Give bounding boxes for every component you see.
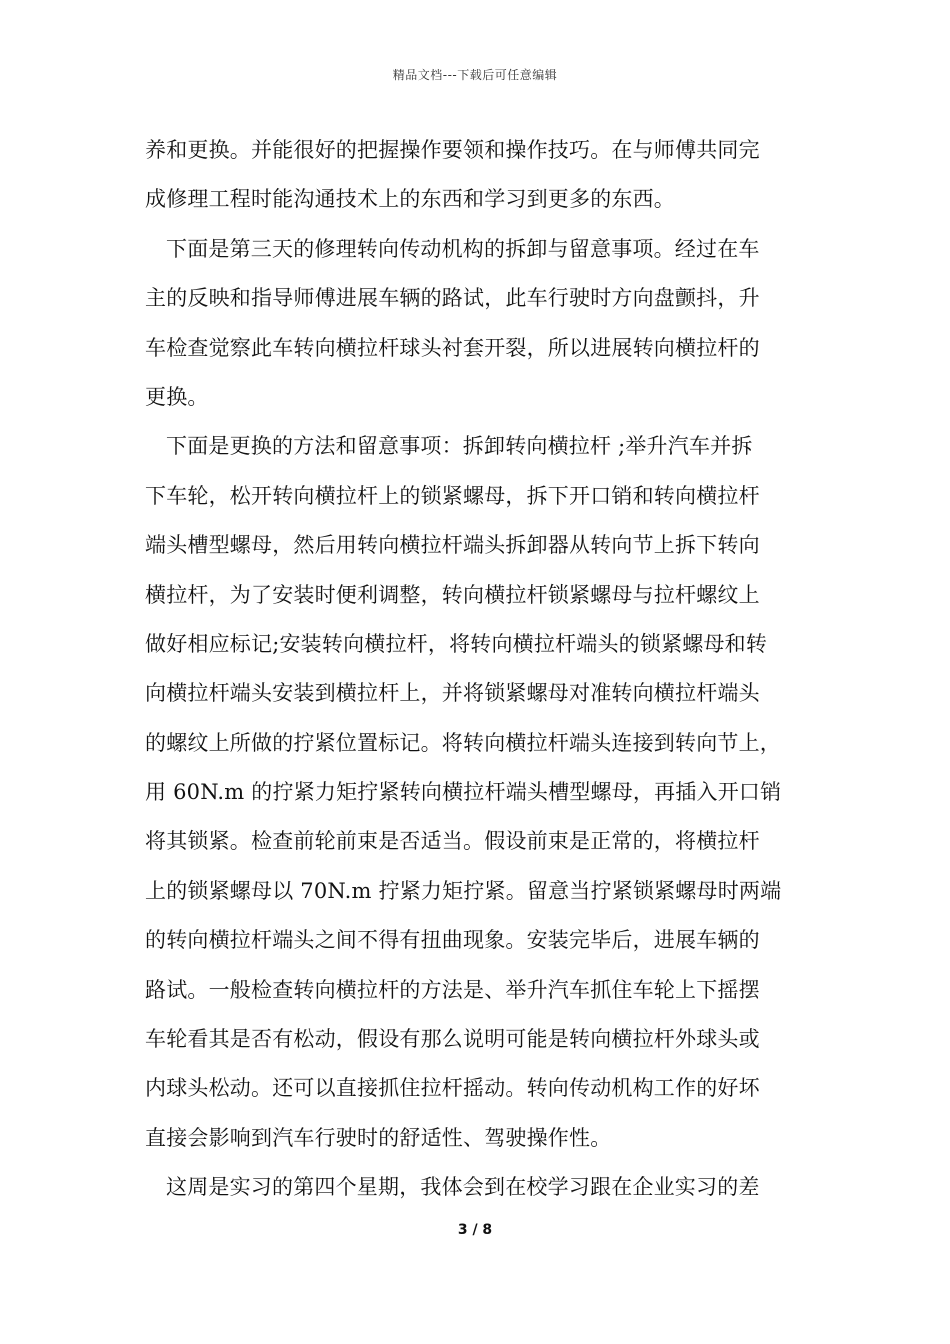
text-line: 上的锁紧螺母以 70N.m 拧紧力矩拧紧。留意当拧紧锁紧螺母时两端: [145, 878, 782, 903]
text-line: 用 60N.m 的拧紧力矩拧紧转向横拉杆端头槽型螺母，再插入开口销: [145, 780, 782, 805]
page-header: 精品文档---下载后可任意编辑: [392, 68, 558, 82]
document-body: [145, 126, 810, 1213]
text-line: 路试。一般检查转向横拉杆的方法是、举升汽车抓住车轮上下摇摆: [145, 977, 760, 1002]
text-line: 的转向横拉杆端头之间不得有扭曲现象。安装完毕后，进展车辆的: [145, 928, 760, 953]
text-line: 成修理工程时能沟通技术上的东西和学习到更多的东西。: [145, 187, 675, 212]
text-line: 内球头松动。还可以直接抓住拉杆摇动。转向传动机构工作的好坏: [145, 1076, 760, 1101]
text-line: 车检查觉察此车转向横拉杆球头衬套开裂，所以进展转向横拉杆的: [145, 335, 760, 360]
text-line: 更换。: [145, 384, 209, 409]
text-line: 养和更换。并能很好的把握操作要领和操作技巧。在与师傅共同完: [145, 138, 760, 162]
text-line: 下车轮，松开转向横拉杆上的锁紧螺母，拆下开口销和转向横拉杆: [145, 483, 760, 508]
text-line: 的螺纹上所做的拧紧位置标记。将转向横拉杆端头连接到转向节上，: [145, 730, 781, 755]
text-line: 下面是第三天的修理转向传动机构的拆卸与留意事项。经过在车: [166, 236, 760, 261]
text-line: 端头槽型螺母，然后用转向横拉杆端头拆卸器从转向节上拆下转向: [145, 533, 760, 558]
text-line: 直接会影响到汽车行驶时的舒适性、驾驶操作性。: [145, 1125, 612, 1150]
page-number: 3 / 8: [457, 1222, 493, 1238]
text-line: 这周是实习的第四个星期，我体会到在校学习跟在企业实习的差: [166, 1175, 760, 1200]
text-line: 下面是更换的方法和留意事项：拆卸转向横拉杆 ;举升汽车并拆: [166, 434, 753, 459]
text-line: 做好相应标记;安装转向横拉杆，将转向横拉杆端头的锁紧螺母和转: [145, 631, 768, 656]
text-line: 主的反映和指导师傅进展车辆的路试，此车行驶时方向盘颤抖，升: [145, 286, 760, 311]
text-line: 向横拉杆端头安装到横拉杆上，并将锁紧螺母对准转向横拉杆端头: [145, 681, 760, 706]
text-line: 将其锁紧。检查前轮前束是否适当。假设前束是正常的，将横拉杆: [145, 829, 760, 854]
text-line: 车轮看其是否有松动，假设有那么说明可能是转向横拉杆外球头或: [145, 1027, 760, 1052]
text-line: 横拉杆，为了安装时便利调整，转向横拉杆锁紧螺母与拉杆螺纹上: [145, 582, 760, 607]
